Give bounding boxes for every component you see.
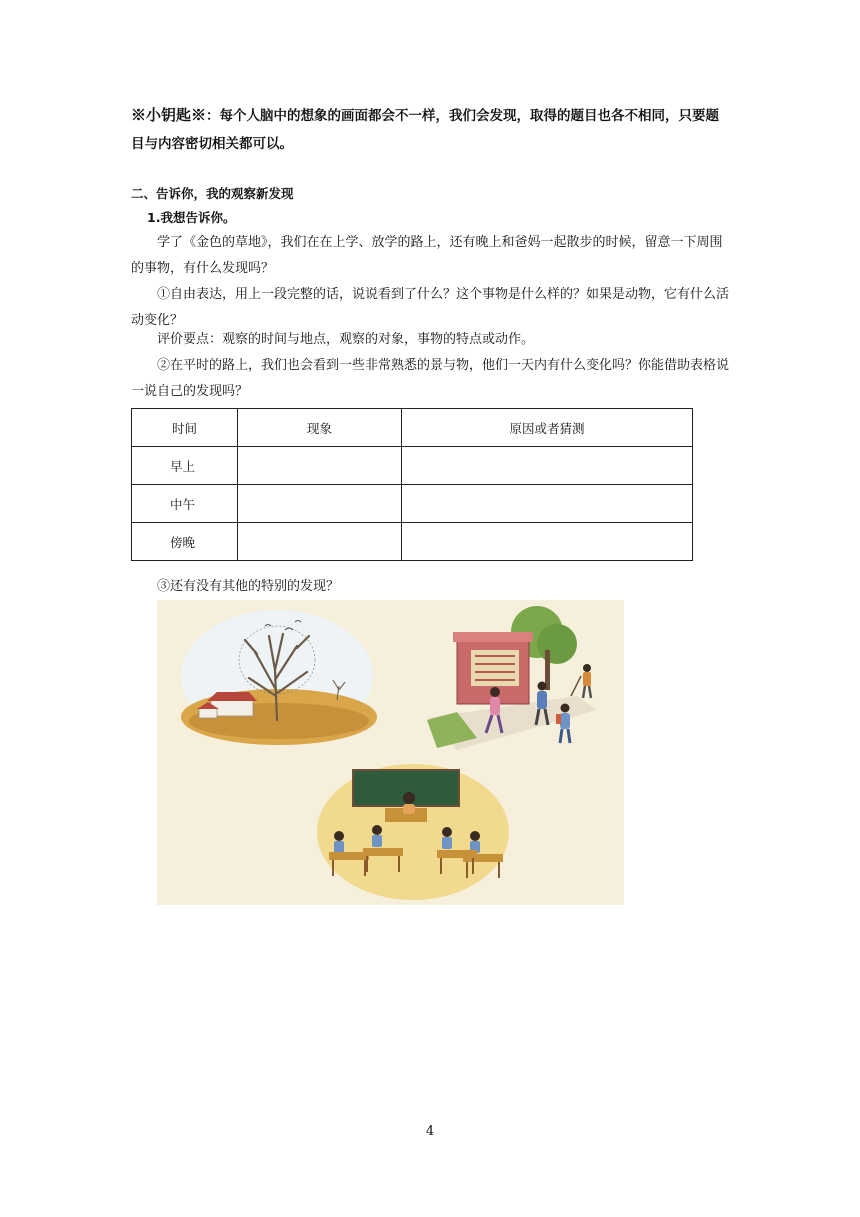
table-row xyxy=(132,523,693,561)
evaluation-points: 评价要点：观察的时间与地点，观察的对象，事物的特点或动作。 xyxy=(157,332,535,347)
header-reason: 原因或者猜测 xyxy=(402,409,693,447)
classroom-illustration xyxy=(317,764,509,900)
row-phenomenon-cell[interactable] xyxy=(238,485,402,523)
student-figure xyxy=(470,831,480,853)
observation-table xyxy=(131,408,693,561)
intro-paragraph: 学了《金色的草地》，我们在在上学、放学的路上，还有晚上和爸妈一起散步的时候，留意一下周围的事物，有什么发现吗？ xyxy=(131,235,723,276)
row-reason-cell[interactable] xyxy=(402,485,693,523)
row-reason-cell[interactable] xyxy=(402,523,693,561)
row-time: 早上 xyxy=(132,447,238,485)
tip-text: ：每个人脑中的想象的画面都会不一样，我们会发现，取得的题目也各不相同，只要题目与内容密切相关都可以。 xyxy=(131,108,720,152)
row-time: 中午 xyxy=(132,485,238,523)
subheading: 1.我想告诉你。 xyxy=(147,210,236,225)
tip-key: ※小钥匙※ xyxy=(131,106,207,124)
student-figure xyxy=(372,825,382,847)
tip-paragraph xyxy=(131,101,731,158)
table-row xyxy=(132,485,693,523)
illustration-panel xyxy=(157,600,624,905)
header-phenomenon: 现象 xyxy=(238,409,402,447)
section-heading: 二、告诉你，我的观察新发现 xyxy=(131,186,294,201)
question-3: ③还有没有其他的特别的发现？ xyxy=(157,579,340,594)
question-2: ②在平时的路上，我们也会看到一些非常熟悉的景与物，他们一天内有什么变化吗？你能借助表格说一说自己的发现吗？ xyxy=(131,358,730,399)
row-reason-cell[interactable] xyxy=(402,447,693,485)
student-figure xyxy=(334,831,344,853)
header-time: 时间 xyxy=(132,409,238,447)
question-1: ①自由表达，用上一段完整的话，说说看到了什么？这个事物是什么样的？如果是动物，它有什么活动变化？ xyxy=(131,287,730,328)
table-header-row xyxy=(132,409,693,447)
table-row xyxy=(132,447,693,485)
row-phenomenon-cell[interactable] xyxy=(238,447,402,485)
row-time: 傍晚 xyxy=(132,523,238,561)
student-figure xyxy=(442,827,452,849)
page-number: 4 xyxy=(425,1124,435,1139)
row-phenomenon-cell[interactable] xyxy=(238,523,402,561)
